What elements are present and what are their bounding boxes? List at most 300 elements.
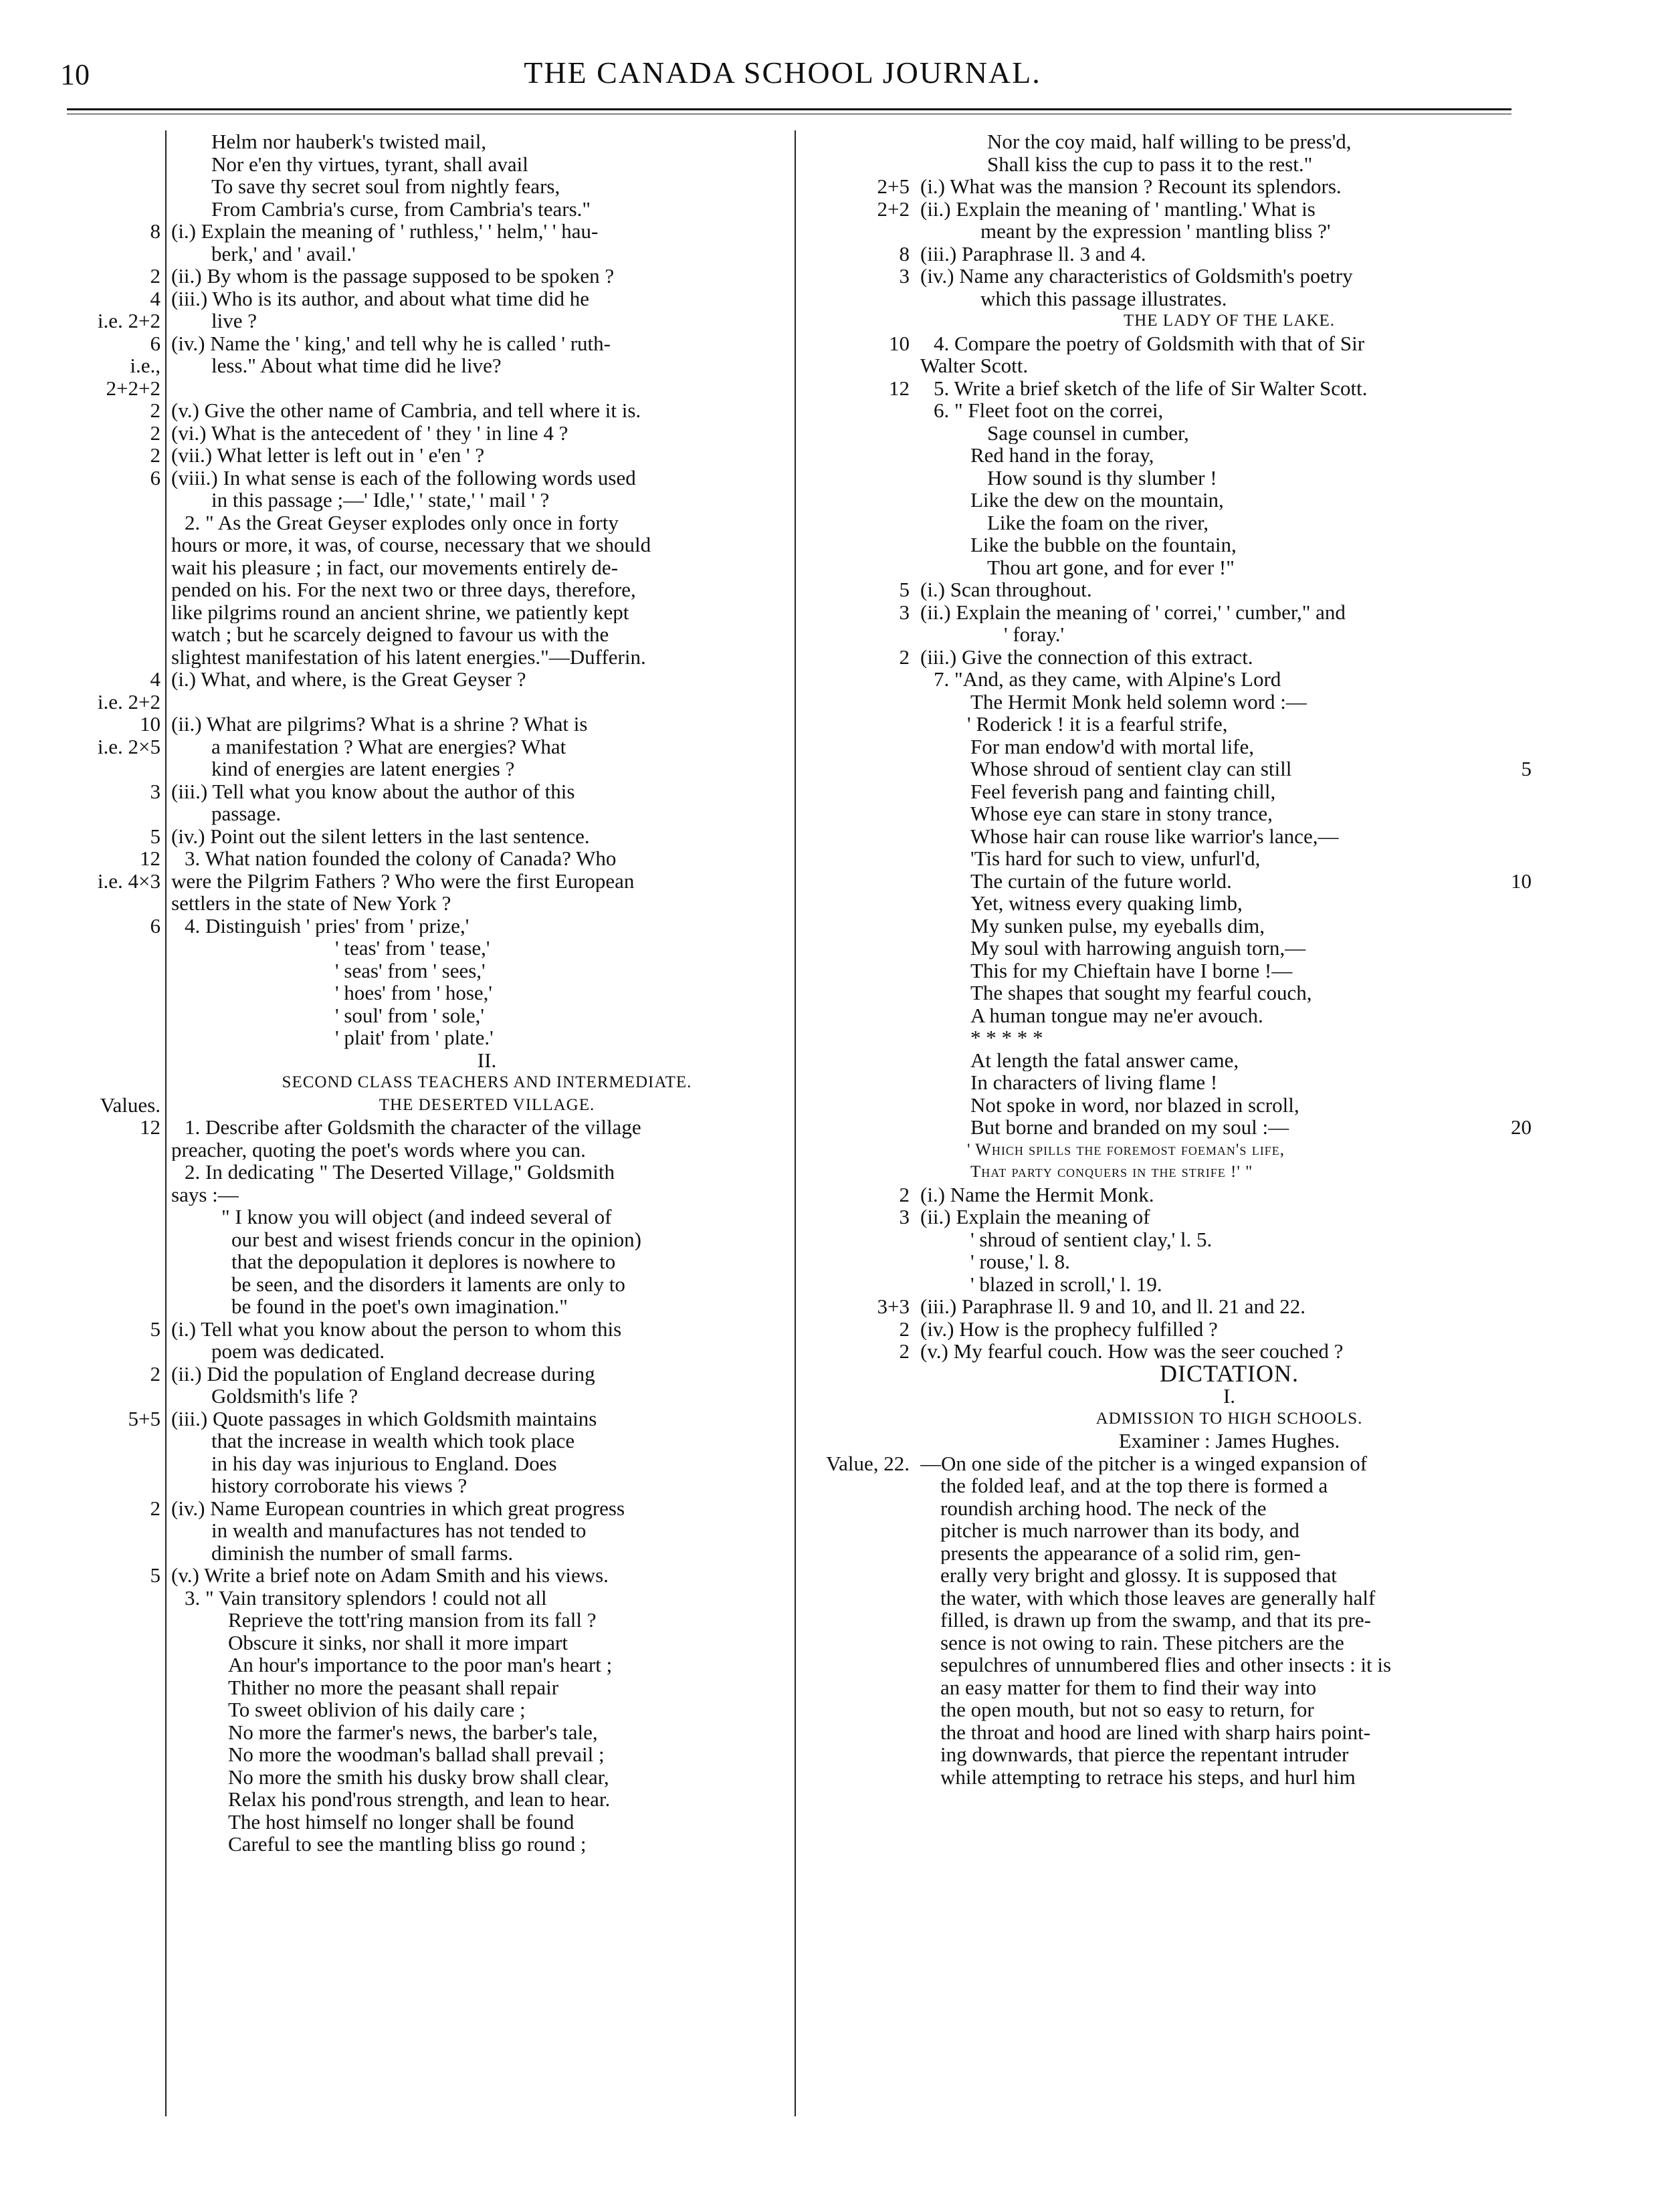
text-line [803, 960, 1538, 982]
line-text [920, 847, 1538, 870]
text-line [803, 556, 1538, 579]
line-content: poem was dedicated. [211, 1340, 385, 1363]
line-content: live ? [211, 310, 257, 332]
line-text [171, 399, 803, 422]
line-text [920, 1250, 1538, 1273]
line-content: pitcher is much narrower than its body, and [940, 1519, 1299, 1542]
line-content: Thou art gone, and for ever !" [987, 556, 1235, 578]
text-line [803, 1004, 1538, 1027]
line-content: Not spoke in word, nor blazed in scroll, [970, 1093, 1299, 1116]
line-text [920, 265, 1538, 288]
text-line [60, 1228, 803, 1251]
value-marker [803, 399, 920, 422]
value-marker: 2 [150, 264, 161, 288]
line-text [171, 1452, 803, 1475]
value-marker [60, 601, 171, 624]
line-text [920, 1474, 1538, 1497]
text-line [60, 1071, 803, 1094]
text-line [60, 422, 803, 445]
line-content: preacher, quoting the poet's words where you can. [171, 1138, 586, 1161]
line-text [171, 198, 803, 221]
value-marker: i.e. 4×3 [97, 869, 161, 893]
text-line [803, 512, 1538, 534]
text-line [803, 175, 1538, 198]
value-marker: 3+3 [877, 1295, 910, 1318]
text-line [803, 1452, 1538, 1475]
page-number: 10 [60, 58, 90, 91]
line-content: sence is not owing to rain. These pitchers are the [940, 1631, 1344, 1654]
line-text [920, 1452, 1538, 1475]
value-marker [803, 691, 920, 713]
line-content: My sunken pulse, my eyeballs dim, [970, 914, 1265, 937]
value-marker [803, 354, 920, 377]
line-text [920, 1698, 1538, 1721]
line-content: the throat and hood are lined with sharp hairs point- [940, 1721, 1371, 1743]
line-content: were the Pilgrim Fathers ? Who were the first European [171, 869, 635, 892]
line-text [171, 512, 803, 534]
value-marker [803, 668, 920, 691]
line-content: erally very bright and glossy. It is supposed that [940, 1564, 1337, 1587]
text-line [803, 802, 1538, 825]
value-marker [60, 1071, 171, 1094]
value-marker: Values. [100, 1093, 161, 1117]
line-content: diminish the number of small farms. [211, 1541, 514, 1564]
text-line [803, 736, 1538, 758]
line-content: Whose shroud of sentient clay can still [970, 758, 1292, 780]
line-text [920, 758, 1538, 780]
text-line [60, 332, 803, 355]
value-marker [803, 623, 920, 646]
value-marker [60, 512, 171, 534]
page-header [40, 53, 1525, 94]
line-content: hours or more, it was, of course, necessary that we should [171, 534, 651, 556]
value-marker: i.e. 2+2 [97, 689, 161, 713]
line-content: The host himself no longer shall be found [228, 1810, 574, 1833]
line-content: be found in the poet's own imagination." [231, 1295, 568, 1318]
line-text [920, 489, 1538, 512]
line-text [171, 1385, 803, 1408]
value-marker: 2 [150, 1496, 161, 1520]
text-line [60, 1094, 803, 1117]
line-content: Like the bubble on the fountain, [970, 534, 1237, 556]
value-marker [60, 153, 171, 176]
text-line [60, 1004, 803, 1027]
value-marker [803, 1161, 920, 1184]
line-text [171, 1206, 803, 1228]
line-text [171, 220, 803, 243]
value-marker: 2 [150, 421, 161, 445]
text-line [803, 870, 1538, 893]
text-line [803, 1228, 1538, 1251]
value-marker [803, 1519, 920, 1542]
text-line [803, 1071, 1538, 1094]
text-line [60, 1474, 803, 1497]
line-content: (iv.) Name any characteristics of Goldsmith's poetry [920, 265, 1353, 288]
line-content: At length the fatal answer came, [970, 1048, 1239, 1071]
line-content: Like the foam on the river, [987, 511, 1209, 534]
line-content: No more the farmer's news, the barber's tale, [228, 1721, 598, 1743]
value-marker [803, 1766, 920, 1789]
value-marker: 4 [150, 667, 161, 691]
text-line [60, 1609, 803, 1632]
value-marker: 2+5 [877, 175, 910, 198]
line-text [171, 1766, 803, 1789]
text-line [803, 153, 1538, 176]
line-content: (v.) My fearful couch. How was the seer couched ? [920, 1340, 1344, 1363]
value-marker [803, 1654, 920, 1676]
line-text [171, 601, 803, 624]
line-text [171, 892, 803, 915]
value-marker [60, 1385, 171, 1408]
line-text [920, 1049, 1538, 1072]
line-text [171, 265, 803, 288]
text-line [803, 422, 1538, 445]
line-content: " I know you will object (and indeed several of [221, 1206, 612, 1228]
text-line [60, 1497, 803, 1520]
line-content: (v.) Write a brief note on Adam Smith and his views. [171, 1564, 609, 1587]
line-text [920, 512, 1538, 534]
line-content: Walter Scott. [920, 354, 1029, 377]
line-content: Nor e'en thy virtues, tyrant, shall avail [211, 152, 528, 175]
value-marker [60, 1542, 171, 1565]
value-marker [60, 1519, 171, 1542]
text-line [60, 175, 803, 198]
line-text [171, 467, 803, 489]
text-line [60, 1049, 803, 1072]
value-marker [60, 646, 171, 669]
line-content: Relax his pond'rous strength, and lean to hear. [228, 1788, 611, 1811]
line-text [920, 198, 1538, 221]
line-text [171, 1004, 803, 1027]
line-content: says :— [171, 1183, 239, 1206]
value-marker [803, 1743, 920, 1766]
line-content: SECOND CLASS TEACHERS AND INTERMEDIATE. [282, 1073, 692, 1091]
line-content: sepulchres of unnumbered flies and other insects : it is [940, 1654, 1392, 1676]
line-text [920, 601, 1538, 624]
line-content: be seen, and the disorders it laments are only to [231, 1273, 625, 1295]
line-text [171, 825, 803, 848]
text-line [803, 1049, 1538, 1072]
text-line [60, 1408, 803, 1430]
line-text [171, 1408, 803, 1430]
line-text [920, 1116, 1538, 1139]
text-line [803, 1743, 1538, 1766]
line-content: 2. " As the Great Geyser explodes only once in forty [185, 511, 619, 534]
value-marker: i.e. 2+2 [97, 309, 161, 332]
value-marker [803, 713, 920, 736]
line-content: (i.) What was the mansion ? Recount its splendors. [920, 175, 1342, 198]
value-marker [60, 758, 171, 780]
line-content: (iii.) Give the connection of this extract. [920, 645, 1253, 668]
line-text [171, 1026, 803, 1049]
line-content: (iii.) Tell what you know about the author of this [171, 780, 575, 802]
line-content: Helm nor hauberk's twisted mail, [211, 130, 487, 153]
value-marker [60, 1587, 171, 1610]
line-text [171, 780, 803, 803]
text-line [60, 489, 803, 512]
text-line [60, 1833, 803, 1856]
value-marker [60, 802, 171, 825]
value-marker [60, 1833, 171, 1856]
value-marker [803, 489, 920, 512]
text-line [803, 198, 1538, 221]
line-content: 6. " Fleet foot on the correi, [934, 399, 1164, 422]
value-marker [803, 422, 920, 445]
line-text [171, 578, 803, 601]
value-marker [803, 1094, 920, 1117]
value-marker [803, 1004, 920, 1027]
line-text [171, 870, 803, 893]
line-text [171, 1587, 803, 1610]
text-line [803, 265, 1538, 288]
text-line [60, 1026, 803, 1049]
value-marker [60, 1026, 171, 1049]
value-marker [803, 1049, 920, 1072]
value-marker: 2 [899, 1317, 910, 1341]
value-marker [60, 1430, 171, 1452]
value-marker: i.e., [130, 354, 161, 377]
line-content: ' foray.' [1004, 623, 1065, 646]
value-marker [60, 1766, 171, 1789]
line-content: (ii.) By whom is the passage supposed to be spoken ? [171, 265, 615, 288]
text-line [60, 265, 803, 288]
line-content: (i.) Name the Hermit Monk. [920, 1183, 1154, 1206]
line-text [920, 444, 1538, 467]
value-marker: 2 [899, 1339, 910, 1363]
value-marker [60, 1049, 171, 1072]
line-content: ' Which spills the foremost foeman's life, [967, 1140, 1285, 1159]
text-line [803, 130, 1538, 153]
value-marker [803, 960, 920, 982]
value-marker [803, 802, 920, 825]
line-content: Yet, witness every quaking limb, [970, 892, 1243, 915]
value-marker: 10 [889, 331, 910, 355]
line-content: our best and wisest friends concur in the opinion) [231, 1228, 641, 1250]
text-line [60, 1116, 803, 1139]
value-marker [60, 556, 171, 579]
value-marker [803, 310, 920, 332]
line-text [171, 1273, 803, 1296]
line-content: From Cambria's curse, from Cambria's tears." [211, 197, 591, 220]
text-line [60, 1139, 803, 1162]
line-text [920, 1318, 1538, 1341]
line-content: less." About what time did he live? [211, 354, 502, 377]
line-content: 3. What nation founded the colony of Canada? Who [185, 847, 617, 870]
line-text [920, 288, 1538, 310]
line-text [171, 534, 803, 556]
text-line [60, 1698, 803, 1721]
text-line [60, 1743, 803, 1766]
line-content: ' blazed in scroll,' l. 19. [970, 1273, 1162, 1295]
text-line [60, 646, 803, 669]
line-text [920, 153, 1538, 176]
line-text [920, 646, 1538, 669]
line-number: 10 [1511, 869, 1532, 892]
value-marker [803, 1363, 920, 1386]
line-text [171, 288, 803, 310]
text-line [803, 1295, 1538, 1318]
text-line [803, 288, 1538, 310]
line-text [920, 332, 1538, 355]
line-text [920, 1094, 1538, 1117]
text-line [803, 1609, 1538, 1632]
line-content: watch ; but he scarcely deigned to favour us with the [171, 623, 609, 646]
value-marker: 2+2 [877, 197, 910, 221]
value-marker [60, 1340, 171, 1363]
line-content: Nor the coy maid, half willing to be press'd, [987, 130, 1352, 153]
value-marker: 2+2+2 [106, 376, 161, 400]
line-text [920, 892, 1538, 915]
line-text [171, 1318, 803, 1341]
line-content: wait his pleasure ; in fact, our movements entirely de- [171, 556, 619, 578]
text-line [803, 825, 1538, 848]
line-text [171, 713, 803, 736]
line-text [171, 153, 803, 176]
line-content: ADMISSION TO HIGH SCHOOLS. [1095, 1409, 1363, 1428]
value-marker: 6 [150, 465, 161, 489]
text-line [60, 713, 803, 736]
value-marker [60, 534, 171, 556]
text-line [803, 1408, 1538, 1430]
line-content: (iii.) Paraphrase ll. 3 and 4. [920, 242, 1146, 265]
line-content: The curtain of the future world. [970, 869, 1232, 892]
line-text [171, 1161, 803, 1184]
value-marker: 8 [899, 241, 910, 265]
value-marker [60, 198, 171, 221]
text-line [803, 377, 1538, 400]
line-content: 3. " Vain transitory splendors ! could not all [185, 1586, 547, 1609]
value-marker: 8 [150, 219, 161, 243]
text-line [60, 220, 803, 243]
value-marker [803, 1430, 920, 1452]
line-content: DICTATION. [1159, 1362, 1299, 1385]
line-content: 'Tis hard for such to view, unfurl'd, [970, 847, 1261, 870]
line-content: To save thy secret soul from nightly fears, [211, 175, 560, 198]
value-marker [803, 937, 920, 960]
line-content: This for my Chieftain have I borne !— [970, 959, 1293, 982]
line-content: (iv.) Name the ' king,' and tell why he is called ' ruth- [171, 332, 611, 354]
line-text [920, 1519, 1538, 1542]
line-content: the open mouth, but not so easy to return, for [940, 1698, 1314, 1721]
text-line [60, 467, 803, 489]
text-line [803, 758, 1538, 780]
line-text [920, 422, 1538, 445]
line-text [171, 1497, 803, 1520]
line-text [920, 1632, 1538, 1654]
value-marker: 2 [899, 645, 910, 669]
text-line [60, 1654, 803, 1676]
text-line [803, 332, 1538, 355]
value-marker [60, 243, 171, 265]
line-text [171, 623, 803, 646]
line-text [920, 1587, 1538, 1610]
value-marker [60, 1788, 171, 1811]
value-marker [803, 1632, 920, 1654]
value-marker [803, 758, 920, 780]
line-content: (viii.) In what sense is each of the following words used [171, 466, 636, 489]
line-text [171, 1788, 803, 1811]
line-content: (ii.) Explain the meaning of [920, 1206, 1150, 1228]
text-line [803, 1318, 1538, 1341]
line-text [171, 1139, 803, 1162]
text-line [803, 1026, 1538, 1049]
line-text [920, 1026, 1538, 1049]
value-marker: 2 [150, 399, 161, 422]
value-marker [803, 444, 920, 467]
line-text [920, 1497, 1538, 1520]
line-content: Red hand in the foray, [970, 444, 1154, 467]
text-line [60, 399, 803, 422]
text-line [60, 130, 803, 153]
value-marker: 2 [150, 1361, 161, 1386]
value-marker [803, 1676, 920, 1699]
line-text [171, 1609, 803, 1632]
text-line [803, 1161, 1538, 1184]
line-text [920, 1430, 1538, 1452]
line-content: A human tongue may ne'er avouch. [970, 1004, 1263, 1026]
line-text [920, 467, 1538, 489]
value-marker: 12 [889, 376, 910, 400]
line-text [920, 1206, 1538, 1228]
text-line [60, 1452, 803, 1475]
value-marker [60, 1161, 171, 1184]
line-text [171, 556, 803, 579]
text-line [803, 847, 1538, 870]
text-line [60, 153, 803, 176]
text-line [803, 399, 1538, 422]
text-line [60, 512, 803, 534]
line-text [171, 1542, 803, 1565]
text-line [60, 691, 803, 713]
line-text [920, 1228, 1538, 1251]
line-content: the folded leaf, and at the top there is formed a [940, 1474, 1328, 1497]
line-text [171, 915, 803, 937]
text-line [803, 713, 1538, 736]
line-content: Like the dew on the mountain, [970, 489, 1224, 512]
line-content: (i.) Tell what you know about the person to whom this [171, 1317, 622, 1340]
line-text [171, 1564, 803, 1587]
line-content: while attempting to retrace his steps, and hurl him [940, 1765, 1356, 1788]
text-line [60, 825, 803, 848]
line-text [920, 1408, 1538, 1430]
line-number: 5 [1521, 758, 1532, 780]
text-line [60, 1542, 803, 1565]
line-text [920, 870, 1538, 893]
text-line [60, 1340, 803, 1363]
value-marker: 3 [899, 1205, 910, 1228]
line-text [920, 310, 1538, 332]
line-content: Obscure it sinks, nor shall it more impart [228, 1631, 568, 1654]
value-marker [803, 1474, 920, 1497]
line-content: (i.) Explain the meaning of ' ruthless,' ' helm,' ' hau- [171, 220, 599, 243]
line-content: a manifestation ? What are energies? What [211, 735, 566, 758]
text-line [803, 937, 1538, 960]
line-text [920, 1161, 1538, 1184]
line-content: II. [477, 1048, 497, 1071]
text-line [60, 1363, 803, 1386]
value-marker [60, 623, 171, 646]
line-content: (iii.) Quote passages in which Goldsmith maintains [171, 1407, 597, 1430]
value-marker [60, 175, 171, 198]
value-marker [60, 1743, 171, 1766]
line-content: Shall kiss the cup to pass it to the rest." [987, 152, 1313, 175]
text-line [60, 1430, 803, 1452]
text-line [803, 1497, 1538, 1520]
value-marker [803, 534, 920, 556]
line-text [171, 960, 803, 982]
value-marker: 2 [150, 443, 161, 467]
line-text [920, 982, 1538, 1004]
